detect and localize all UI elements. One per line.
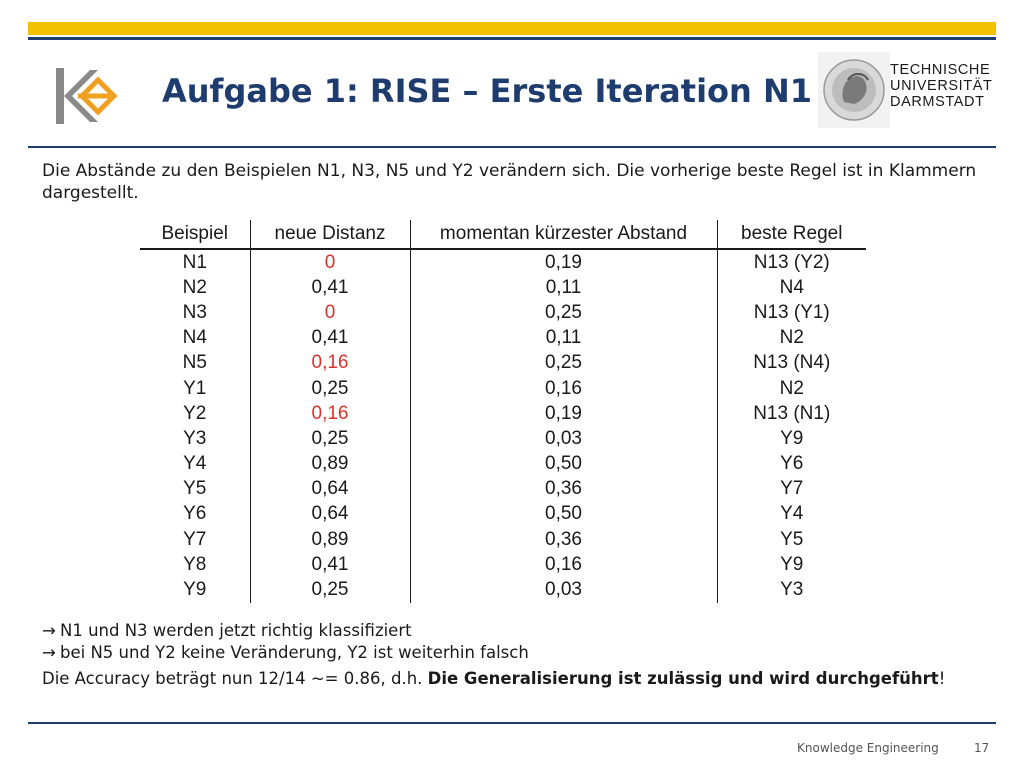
cell-kuerzester-abstand: 0,36 (410, 477, 717, 502)
cell-beste-regel: N2 (717, 326, 866, 351)
footer-course-label: Knowledge Engineering (797, 741, 939, 755)
cell-beste-regel: N4 (717, 275, 866, 300)
slide-title: Aufgabe 1: RISE – Erste Iteration N1 (162, 72, 812, 110)
cell-beispiel: N4 (182, 327, 207, 349)
note-text-2: bei N5 und Y2 keine Veränderung, Y2 ist weiterhin falsch (60, 643, 529, 662)
cell-beispiel: N1 (182, 251, 207, 273)
cell-neue-distanz: 0,64 (250, 502, 410, 527)
table-row (140, 249, 866, 275)
cell-beste-regel: Y6 (717, 452, 866, 477)
cell-beispiel: N3 (182, 301, 207, 323)
table-row (140, 452, 866, 477)
cell-beste-regel: Y3 (717, 577, 866, 602)
cell-kuerzester-abstand: 0,25 (410, 300, 717, 325)
table-row (140, 502, 866, 527)
athena-seal-icon (818, 52, 890, 128)
page-number: 17 (974, 741, 990, 755)
footer-divider (28, 722, 996, 724)
cell-neue-distanz: 0,41 (250, 326, 410, 351)
cell-neue-distanz: 0,41 (250, 552, 410, 577)
table-row (140, 401, 866, 426)
cell-neue-distanz: 0,89 (250, 452, 410, 477)
cell-neue-distanz: 0,64 (250, 477, 410, 502)
cell-kuerzester-abstand: 0,11 (410, 326, 717, 351)
cell-neue-distanz: 0,41 (250, 275, 410, 300)
accuracy-suffix: ! (938, 669, 946, 688)
table-row (140, 577, 866, 602)
note-line-2 (42, 642, 982, 664)
cell-beispiel: Y3 (183, 427, 207, 449)
table-row (140, 275, 866, 300)
header-rule (28, 37, 996, 40)
table-header-row (140, 220, 866, 249)
table-row (140, 326, 866, 351)
cell-beste-regel: N13 (Y2) (717, 249, 866, 275)
accuracy-conclusion: Die Generalisierung ist zulässig und wird durchgeführt (427, 669, 939, 688)
intro-text: Die Abstände zu den Beispielen N1, N3, N5 und Y2 verändern sich. Die vorherige beste Regel ist in Klammern dargestellt. (42, 161, 977, 203)
cell-neue-distanz: 0 (250, 300, 410, 325)
cell-kuerzester-abstand: 0,50 (410, 452, 717, 477)
cell-beispiel: Y8 (183, 553, 207, 575)
cell-beste-regel: Y9 (717, 552, 866, 577)
cell-neue-distanz: 0,16 (250, 351, 410, 376)
cell-kuerzester-abstand: 0,19 (410, 401, 717, 426)
right-arrow-icon: → (42, 643, 56, 662)
cell-beste-regel: Y7 (717, 477, 866, 502)
cell-kuerzester-abstand: 0,25 (410, 351, 717, 376)
header-accent-bar (28, 22, 996, 35)
table-row (140, 426, 866, 451)
cell-neue-distanz: 0,25 (250, 426, 410, 451)
cell-kuerzester-abstand: 0,16 (410, 552, 717, 577)
cell-neue-distanz: 0 (250, 249, 410, 275)
cell-beispiel: Y9 (183, 579, 207, 601)
cell-beispiel: Y2 (183, 402, 207, 424)
accuracy-prefix: Die Accuracy beträgt nun 12/14 ~= 0.86, d.h. (42, 669, 428, 688)
cell-neue-distanz: 0,16 (250, 401, 410, 426)
note-text-1: N1 und N3 werden jetzt richtig klassifiziert (60, 621, 412, 640)
cell-kuerzester-abstand: 0,11 (410, 275, 717, 300)
rise-iteration-table (140, 220, 866, 603)
cell-beispiel: Y1 (183, 377, 207, 399)
accuracy-statement (42, 668, 982, 690)
table-row (140, 300, 866, 325)
cell-beispiel: Y5 (183, 478, 207, 500)
table-row (140, 351, 866, 376)
title-divider (28, 146, 996, 148)
column-header-beste-regel: beste Regel (717, 220, 866, 249)
conclusion-notes (42, 620, 982, 690)
table-row (140, 552, 866, 577)
university-name-line-2: UNIVERSITÄT (890, 78, 993, 94)
knowledge-engineering-logo-icon (52, 66, 120, 126)
cell-beste-regel: N13 (Y1) (717, 300, 866, 325)
right-arrow-icon: → (42, 621, 56, 640)
cell-neue-distanz: 0,25 (250, 577, 410, 602)
cell-neue-distanz: 0,89 (250, 527, 410, 552)
cell-kuerzester-abstand: 0,19 (410, 249, 717, 275)
university-logo (818, 52, 996, 128)
cell-kuerzester-abstand: 0,16 (410, 376, 717, 401)
cell-beste-regel: Y4 (717, 502, 866, 527)
cell-kuerzester-abstand: 0,03 (410, 577, 717, 602)
column-header-beispiel: Beispiel (140, 220, 250, 249)
university-name-line-1: TECHNISCHE (890, 62, 991, 78)
cell-kuerzester-abstand: 0,36 (410, 527, 717, 552)
cell-beste-regel: Y5 (717, 527, 866, 552)
cell-beispiel: Y4 (183, 453, 207, 475)
table-row (140, 376, 866, 401)
note-line-1 (42, 620, 982, 642)
cell-beste-regel: N13 (N4) (717, 351, 866, 376)
cell-beste-regel: N2 (717, 376, 866, 401)
column-header-kuerzester-abstand: momentan kürzester Abstand (410, 220, 717, 249)
cell-kuerzester-abstand: 0,03 (410, 426, 717, 451)
cell-beste-regel: N13 (N1) (717, 401, 866, 426)
cell-kuerzester-abstand: 0,50 (410, 502, 717, 527)
cell-beispiel: N2 (182, 276, 207, 298)
university-name-line-3: DARMSTADT (890, 94, 985, 110)
cell-beispiel: Y6 (183, 503, 207, 525)
table-row (140, 527, 866, 552)
cell-beispiel: Y7 (183, 528, 207, 550)
column-header-neue-distanz: neue Distanz (250, 220, 410, 249)
table-row (140, 477, 866, 502)
cell-beste-regel: Y9 (717, 426, 866, 451)
cell-beispiel: N5 (182, 352, 207, 374)
cell-neue-distanz: 0,25 (250, 376, 410, 401)
